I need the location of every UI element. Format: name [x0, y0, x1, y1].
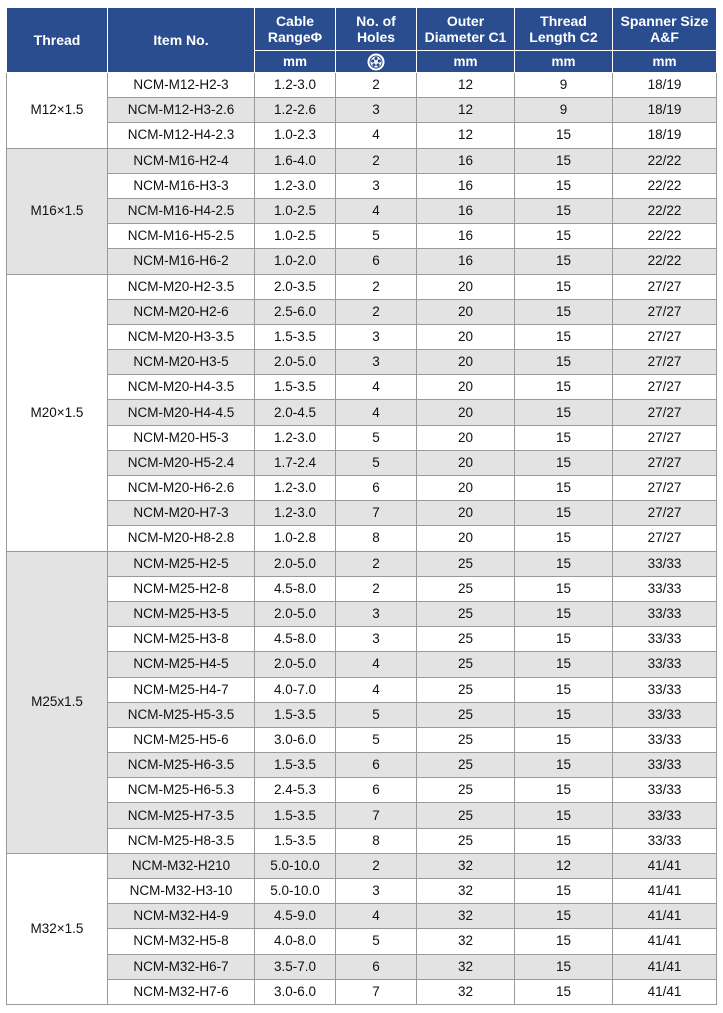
item-no-cell: NCM-M16-H3-3: [108, 173, 255, 198]
cable-holes-icon: [367, 53, 385, 71]
spanner-size-cell: 22/22: [613, 224, 717, 249]
holes-cell: 4: [336, 652, 417, 677]
cable-range-cell: 1.6-4.0: [255, 148, 336, 173]
table-row: [7, 249, 717, 274]
cable-range-cell: 1.5-3.5: [255, 375, 336, 400]
outer-diameter-cell: 25: [417, 828, 515, 853]
outer-diameter-cell: 16: [417, 198, 515, 223]
outer-diameter-cell: 20: [417, 425, 515, 450]
item-no-cell: NCM-M16-H6-2: [108, 249, 255, 274]
table-row: [7, 450, 717, 475]
spanner-size-cell: 33/33: [613, 627, 717, 652]
thread-length-cell: 15: [515, 601, 613, 626]
outer-diameter-cell: 32: [417, 979, 515, 1004]
cable-range-cell: 4.5-8.0: [255, 627, 336, 652]
outer-diameter-cell: 16: [417, 173, 515, 198]
outer-diameter-cell: 16: [417, 249, 515, 274]
spanner-size-cell: 41/41: [613, 954, 717, 979]
thread-length-cell: 15: [515, 677, 613, 702]
holes-cell: 4: [336, 375, 417, 400]
thread-length-cell: 9: [515, 73, 613, 98]
item-no-cell: NCM-M20-H5-2.4: [108, 450, 255, 475]
holes-cell: 6: [336, 753, 417, 778]
thread-length-cell: 15: [515, 123, 613, 148]
holes-cell: 6: [336, 476, 417, 501]
header-no-of-holes: No. of Holes: [336, 8, 417, 51]
thread-size-cell: M16×1.5: [7, 148, 108, 274]
holes-cell: 4: [336, 123, 417, 148]
item-no-cell: NCM-M32-H5-8: [108, 929, 255, 954]
thread-length-cell: 15: [515, 778, 613, 803]
thread-length-cell: 15: [515, 526, 613, 551]
spanner-size-cell: 33/33: [613, 576, 717, 601]
thread-length-cell: 12: [515, 853, 613, 878]
outer-diameter-cell: 12: [417, 98, 515, 123]
spanner-size-cell: 33/33: [613, 727, 717, 752]
table-row: [7, 400, 717, 425]
table-row: [7, 979, 717, 1004]
holes-icon-cell: [336, 51, 417, 73]
holes-cell: 3: [336, 601, 417, 626]
thread-length-cell: 15: [515, 803, 613, 828]
header-thread-length: Thread Length C2: [515, 8, 613, 51]
holes-cell: 4: [336, 198, 417, 223]
header-thread: Thread: [7, 8, 108, 73]
spanner-size-cell: 27/27: [613, 324, 717, 349]
holes-cell: 8: [336, 526, 417, 551]
cable-range-cell: 4.0-7.0: [255, 677, 336, 702]
table-row: [7, 778, 717, 803]
table-row: [7, 299, 717, 324]
spanner-size-cell: 41/41: [613, 979, 717, 1004]
thread-length-cell: 15: [515, 879, 613, 904]
holes-cell: 7: [336, 803, 417, 828]
item-no-cell: NCM-M32-H3-10: [108, 879, 255, 904]
thread-group: [7, 551, 717, 853]
cable-range-cell: 3.5-7.0: [255, 954, 336, 979]
thread-length-cell: 15: [515, 979, 613, 1004]
item-no-cell: NCM-M20-H4-4.5: [108, 400, 255, 425]
table-row: [7, 123, 717, 148]
holes-cell: 3: [336, 324, 417, 349]
thread-length-cell: 15: [515, 173, 613, 198]
cable-range-cell: 5.0-10.0: [255, 879, 336, 904]
spanner-size-cell: 41/41: [613, 904, 717, 929]
cable-range-cell: 1.0-2.3: [255, 123, 336, 148]
outer-diameter-cell: 32: [417, 853, 515, 878]
holes-cell: 5: [336, 425, 417, 450]
thread-length-cell: 15: [515, 702, 613, 727]
holes-cell: 5: [336, 727, 417, 752]
item-no-cell: NCM-M25-H3-5: [108, 601, 255, 626]
cable-range-cell: 1.0-2.0: [255, 249, 336, 274]
thread-length-cell: 15: [515, 400, 613, 425]
cable-range-cell: 3.0-6.0: [255, 727, 336, 752]
holes-cell: 2: [336, 274, 417, 299]
holes-cell: 3: [336, 98, 417, 123]
table-row: [7, 551, 717, 576]
unit-spanner-size: mm: [613, 51, 717, 73]
thread-length-cell: 15: [515, 476, 613, 501]
unit-thread-length: mm: [515, 51, 613, 73]
unit-cable-range: mm: [255, 51, 336, 73]
thread-length-cell: 15: [515, 425, 613, 450]
thread-group: [7, 73, 717, 149]
thread-group: [7, 853, 717, 1004]
thread-length-cell: 15: [515, 249, 613, 274]
cable-range-cell: 3.0-6.0: [255, 979, 336, 1004]
holes-cell: 3: [336, 173, 417, 198]
holes-cell: 2: [336, 148, 417, 173]
holes-cell: 5: [336, 929, 417, 954]
cable-gland-spec-table: [6, 7, 717, 1005]
thread-length-cell: 15: [515, 828, 613, 853]
header-item-no: Item No.: [108, 8, 255, 73]
outer-diameter-cell: 25: [417, 601, 515, 626]
spanner-size-cell: 18/19: [613, 98, 717, 123]
holes-cell: 2: [336, 853, 417, 878]
spanner-size-cell: 33/33: [613, 652, 717, 677]
spanner-size-cell: 33/33: [613, 803, 717, 828]
holes-cell: 3: [336, 627, 417, 652]
table-row: [7, 324, 717, 349]
outer-diameter-cell: 20: [417, 526, 515, 551]
cable-range-cell: 4.0-8.0: [255, 929, 336, 954]
outer-diameter-cell: 20: [417, 350, 515, 375]
table-header: [7, 8, 717, 73]
header-outer-diameter: Outer Diameter C1: [417, 8, 515, 51]
table-row: [7, 476, 717, 501]
thread-length-cell: 15: [515, 627, 613, 652]
outer-diameter-cell: 20: [417, 400, 515, 425]
item-no-cell: NCM-M25-H6-3.5: [108, 753, 255, 778]
outer-diameter-cell: 16: [417, 148, 515, 173]
thread-length-cell: 15: [515, 501, 613, 526]
item-no-cell: NCM-M25-H4-5: [108, 652, 255, 677]
table-row: [7, 148, 717, 173]
spanner-size-cell: 33/33: [613, 677, 717, 702]
item-no-cell: NCM-M20-H6-2.6: [108, 476, 255, 501]
cable-range-cell: 1.7-2.4: [255, 450, 336, 475]
item-no-cell: NCM-M25-H8-3.5: [108, 828, 255, 853]
table-row: [7, 173, 717, 198]
holes-cell: 7: [336, 979, 417, 1004]
outer-diameter-cell: 20: [417, 324, 515, 349]
item-no-cell: NCM-M12-H2-3: [108, 73, 255, 98]
cable-range-cell: 1.0-2.5: [255, 224, 336, 249]
spanner-size-cell: 18/19: [613, 73, 717, 98]
outer-diameter-cell: 20: [417, 299, 515, 324]
outer-diameter-cell: 25: [417, 702, 515, 727]
holes-cell: 6: [336, 954, 417, 979]
outer-diameter-cell: 25: [417, 576, 515, 601]
holes-cell: 2: [336, 551, 417, 576]
table-row: [7, 828, 717, 853]
thread-group: [7, 148, 717, 274]
outer-diameter-cell: 25: [417, 677, 515, 702]
spanner-size-cell: 27/27: [613, 425, 717, 450]
spanner-size-cell: 33/33: [613, 702, 717, 727]
table-row: [7, 375, 717, 400]
spanner-size-cell: 33/33: [613, 828, 717, 853]
outer-diameter-cell: 20: [417, 375, 515, 400]
spanner-size-cell: 27/27: [613, 400, 717, 425]
outer-diameter-cell: 20: [417, 274, 515, 299]
item-no-cell: NCM-M20-H7-3: [108, 501, 255, 526]
outer-diameter-cell: 12: [417, 73, 515, 98]
outer-diameter-cell: 32: [417, 954, 515, 979]
thread-group: [7, 274, 717, 551]
spanner-size-cell: 27/27: [613, 526, 717, 551]
table-row: [7, 601, 717, 626]
cable-range-cell: 2.5-6.0: [255, 299, 336, 324]
holes-cell: 4: [336, 904, 417, 929]
item-no-cell: NCM-M16-H2-4: [108, 148, 255, 173]
holes-cell: 6: [336, 778, 417, 803]
spanner-size-cell: 27/27: [613, 350, 717, 375]
item-no-cell: NCM-M25-H2-5: [108, 551, 255, 576]
header-spanner-size: Spanner Size A&F: [613, 8, 717, 51]
item-no-cell: NCM-M20-H5-3: [108, 425, 255, 450]
holes-cell: 2: [336, 576, 417, 601]
item-no-cell: NCM-M25-H6-5.3: [108, 778, 255, 803]
table-row: [7, 224, 717, 249]
cable-range-cell: 5.0-10.0: [255, 853, 336, 878]
table-row: [7, 425, 717, 450]
thread-length-cell: 15: [515, 727, 613, 752]
holes-cell: 5: [336, 224, 417, 249]
holes-cell: 2: [336, 299, 417, 324]
thread-length-cell: 15: [515, 324, 613, 349]
spanner-size-cell: 33/33: [613, 551, 717, 576]
thread-length-cell: 9: [515, 98, 613, 123]
holes-cell: 4: [336, 677, 417, 702]
thread-length-cell: 15: [515, 148, 613, 173]
spanner-size-cell: 27/27: [613, 501, 717, 526]
cable-range-cell: 1.5-3.5: [255, 828, 336, 853]
item-no-cell: NCM-M20-H4-3.5: [108, 375, 255, 400]
table-row: [7, 727, 717, 752]
item-no-cell: NCM-M32-H7-6: [108, 979, 255, 1004]
item-no-cell: NCM-M12-H3-2.6: [108, 98, 255, 123]
table-row: [7, 677, 717, 702]
thread-length-cell: 15: [515, 299, 613, 324]
spanner-size-cell: 33/33: [613, 778, 717, 803]
item-no-cell: NCM-M32-H6-7: [108, 954, 255, 979]
outer-diameter-cell: 25: [417, 778, 515, 803]
cable-range-cell: 1.2-3.0: [255, 73, 336, 98]
thread-length-cell: 15: [515, 753, 613, 778]
item-no-cell: NCM-M20-H2-3.5: [108, 274, 255, 299]
cable-range-cell: 1.0-2.8: [255, 526, 336, 551]
item-no-cell: NCM-M20-H3-3.5: [108, 324, 255, 349]
thread-length-cell: 15: [515, 350, 613, 375]
holes-cell: 3: [336, 350, 417, 375]
table-row: [7, 98, 717, 123]
item-no-cell: NCM-M32-H4-9: [108, 904, 255, 929]
spanner-size-cell: 41/41: [613, 853, 717, 878]
spanner-size-cell: 27/27: [613, 299, 717, 324]
thread-length-cell: 15: [515, 551, 613, 576]
cable-range-cell: 2.0-3.5: [255, 274, 336, 299]
thread-length-cell: 15: [515, 652, 613, 677]
outer-diameter-cell: 25: [417, 753, 515, 778]
cable-range-cell: 2.0-5.0: [255, 551, 336, 576]
table-row: [7, 803, 717, 828]
spanner-size-cell: 27/27: [613, 274, 717, 299]
outer-diameter-cell: 32: [417, 904, 515, 929]
thread-size-cell: M32×1.5: [7, 853, 108, 1004]
table-row: [7, 904, 717, 929]
cable-range-cell: 1.5-3.5: [255, 324, 336, 349]
table-row: [7, 73, 717, 98]
spanner-size-cell: 27/27: [613, 450, 717, 475]
spanner-size-cell: 33/33: [613, 753, 717, 778]
cable-range-cell: 1.5-3.5: [255, 753, 336, 778]
item-no-cell: NCM-M25-H3-8: [108, 627, 255, 652]
item-no-cell: NCM-M12-H4-2.3: [108, 123, 255, 148]
outer-diameter-cell: 25: [417, 652, 515, 677]
cable-range-cell: 1.0-2.5: [255, 198, 336, 223]
table-row: [7, 853, 717, 878]
holes-cell: 3: [336, 879, 417, 904]
holes-cell: 4: [336, 400, 417, 425]
item-no-cell: NCM-M25-H5-3.5: [108, 702, 255, 727]
cable-range-cell: 1.2-3.0: [255, 425, 336, 450]
outer-diameter-cell: 32: [417, 879, 515, 904]
spanner-size-cell: 41/41: [613, 879, 717, 904]
cable-range-cell: 2.0-5.0: [255, 601, 336, 626]
thread-length-cell: 15: [515, 954, 613, 979]
item-no-cell: NCM-M32-H210: [108, 853, 255, 878]
outer-diameter-cell: 32: [417, 929, 515, 954]
spec-table-container: [6, 7, 717, 1005]
holes-cell: 5: [336, 702, 417, 727]
table-row: [7, 627, 717, 652]
cable-range-cell: 1.2-3.0: [255, 173, 336, 198]
thread-length-cell: 15: [515, 450, 613, 475]
spanner-size-cell: 41/41: [613, 929, 717, 954]
table-row: [7, 198, 717, 223]
table-row: [7, 879, 717, 904]
outer-diameter-cell: 20: [417, 501, 515, 526]
outer-diameter-cell: 25: [417, 551, 515, 576]
table-row: [7, 350, 717, 375]
thread-size-cell: M25x1.5: [7, 551, 108, 853]
table-row: [7, 652, 717, 677]
table-row: [7, 753, 717, 778]
item-no-cell: NCM-M20-H2-6: [108, 299, 255, 324]
cable-range-cell: 1.2-3.0: [255, 476, 336, 501]
thread-length-cell: 15: [515, 224, 613, 249]
thread-length-cell: 15: [515, 274, 613, 299]
outer-diameter-cell: 25: [417, 727, 515, 752]
spanner-size-cell: 27/27: [613, 476, 717, 501]
holes-cell: 2: [336, 73, 417, 98]
spanner-size-cell: 27/27: [613, 375, 717, 400]
cable-range-cell: 1.2-3.0: [255, 501, 336, 526]
thread-length-cell: 15: [515, 576, 613, 601]
table-row: [7, 929, 717, 954]
table-row: [7, 702, 717, 727]
thread-length-cell: 15: [515, 198, 613, 223]
thread-size-cell: M12×1.5: [7, 73, 108, 149]
thread-length-cell: 15: [515, 904, 613, 929]
outer-diameter-cell: 25: [417, 627, 515, 652]
spanner-size-cell: 22/22: [613, 173, 717, 198]
item-no-cell: NCM-M20-H3-5: [108, 350, 255, 375]
spanner-size-cell: 22/22: [613, 198, 717, 223]
item-no-cell: NCM-M25-H4-7: [108, 677, 255, 702]
cable-range-cell: 4.5-8.0: [255, 576, 336, 601]
outer-diameter-cell: 20: [417, 450, 515, 475]
item-no-cell: NCM-M16-H5-2.5: [108, 224, 255, 249]
thread-length-cell: 15: [515, 375, 613, 400]
cable-range-cell: 1.5-3.5: [255, 803, 336, 828]
holes-cell: 8: [336, 828, 417, 853]
holes-cell: 7: [336, 501, 417, 526]
table-row: [7, 274, 717, 299]
cable-range-cell: 2.0-5.0: [255, 652, 336, 677]
item-no-cell: NCM-M20-H8-2.8: [108, 526, 255, 551]
table-row: [7, 954, 717, 979]
thread-size-cell: M20×1.5: [7, 274, 108, 551]
cable-range-cell: 2.4-5.3: [255, 778, 336, 803]
cable-range-cell: 2.0-5.0: [255, 350, 336, 375]
holes-cell: 5: [336, 450, 417, 475]
header-cable-range: Cable RangeΦ: [255, 8, 336, 51]
item-no-cell: NCM-M25-H2-8: [108, 576, 255, 601]
spanner-size-cell: 22/22: [613, 148, 717, 173]
outer-diameter-cell: 20: [417, 476, 515, 501]
cable-range-cell: 4.5-9.0: [255, 904, 336, 929]
outer-diameter-cell: 16: [417, 224, 515, 249]
item-no-cell: NCM-M16-H4-2.5: [108, 198, 255, 223]
cable-range-cell: 1.5-3.5: [255, 702, 336, 727]
spanner-size-cell: 22/22: [613, 249, 717, 274]
outer-diameter-cell: 25: [417, 803, 515, 828]
spanner-size-cell: 18/19: [613, 123, 717, 148]
unit-outer-diameter: mm: [417, 51, 515, 73]
holes-cell: 6: [336, 249, 417, 274]
cable-range-cell: 2.0-4.5: [255, 400, 336, 425]
cable-range-cell: 1.2-2.6: [255, 98, 336, 123]
item-no-cell: NCM-M25-H5-6: [108, 727, 255, 752]
table-row: [7, 576, 717, 601]
item-no-cell: NCM-M25-H7-3.5: [108, 803, 255, 828]
outer-diameter-cell: 12: [417, 123, 515, 148]
table-row: [7, 526, 717, 551]
thread-length-cell: 15: [515, 929, 613, 954]
spanner-size-cell: 33/33: [613, 601, 717, 626]
table-row: [7, 501, 717, 526]
